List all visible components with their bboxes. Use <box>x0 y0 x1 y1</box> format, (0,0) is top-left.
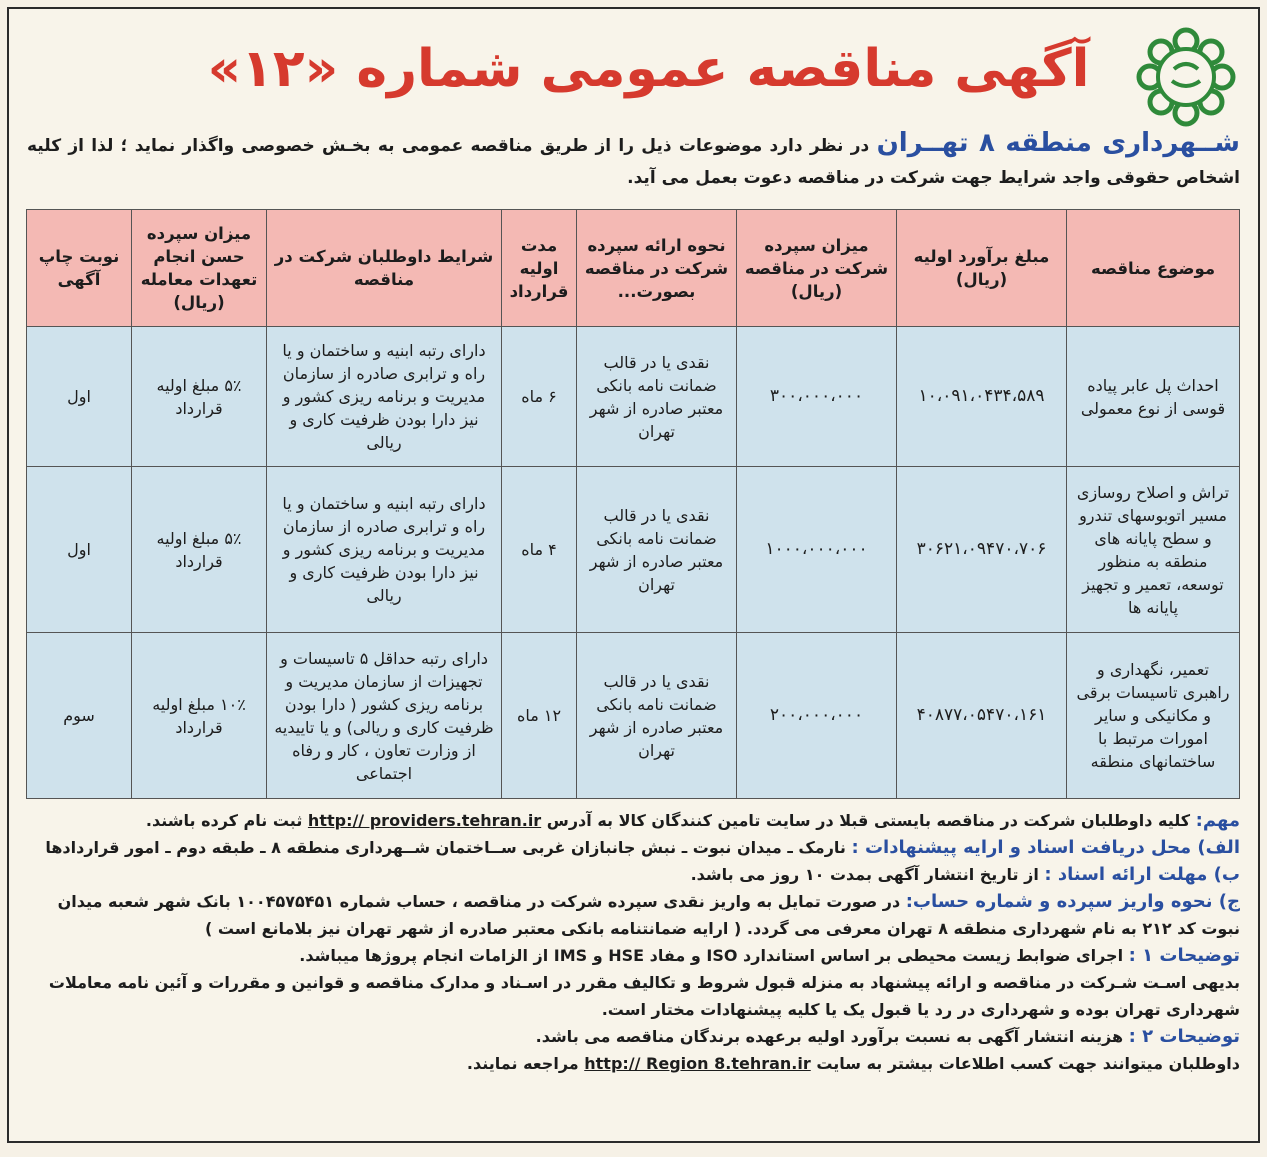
footer-line <box>27 1050 1240 1077</box>
table-header-row <box>27 210 1240 327</box>
note-b-text: از تاریخ انتشار آگهی بمدت ۱۰ روز می باشد. <box>690 865 1039 884</box>
cell-performance: ۵٪ مبلغ اولیه قرارداد <box>132 467 267 633</box>
cell-print-turn: اول <box>27 467 132 633</box>
notes-section <box>27 807 1240 1077</box>
municipality-logo-icon <box>1136 27 1236 127</box>
cell-conditions: دارای رتبه حداقل ۵ تاسیسات و تجهیزات از سازمان مدیریت و برنامه ریزی کشور ( دارا بودن ظرفیت کاری و ریالی) و یا تاییدیه از وزارت تعاون ، کار و رفاه اجتماعی <box>267 633 502 799</box>
explanation-2 <box>27 1023 1240 1050</box>
cell-performance: ۵٪ مبلغ اولیه قرارداد <box>132 327 267 467</box>
important-label: مهم: <box>1195 810 1240 831</box>
important-note <box>27 807 1240 834</box>
col-estimate-header: مبلغ برآورد اولیه (ریال) <box>897 210 1067 327</box>
footer-tail: مراجعه نمایند. <box>466 1054 579 1073</box>
cell-deposit: ۳۰۰،۰۰۰،۰۰۰ <box>737 327 897 467</box>
cell-subject: تعمیر، نگهداری و راهبری تاسیسات برقی و مکانیکی و سایر امورات مرتبط با ساختمانهای منطقه <box>1067 633 1240 799</box>
cell-estimate: ۳۰۶۲۱،۰۹۴۷۰،۷۰۶ <box>897 467 1067 633</box>
cell-subject: احداث پل عابر پیاده قوسی از نوع معمولی <box>1067 327 1240 467</box>
intro-text: در نظر دارد موضوعات ذیل را از طریق مناقصه عمومی به بخـش خصوصی واگذار نماید ؛ لذا از کلیه اشخاص حقوقی واجد شرایط جهت شرکت در مناقصه دعوت بعمل می آید. <box>27 136 1240 188</box>
cell-estimate: ۱۰،۰۹۱،۰۴۳۴،۵۸۹ <box>897 327 1067 467</box>
note-c <box>27 888 1240 942</box>
note-a-label: الف) محل دریافت اسناد و ارایه پیشنهادات : <box>851 837 1240 858</box>
col-duration-header: مدت اولیه قرارداد <box>502 210 577 327</box>
explanation-1-more: بدیهی اسـت شـرکت در مناقصه و ارائه پیشنهاد به منزله قبول شروط و تکالیف مقرر در اسـناد و مدارک مناقصه و قوانین و مقررات و آئین نامه معاملات شهرداری تهران بوده و شهرداری در رد یا قبول یک یا کلیه پیشنهادات مختار است. <box>48 973 1240 1019</box>
cell-method: نقدی یا در قالب ضمانت نامه بانکی معتبر صادره از شهر تهران <box>577 467 737 633</box>
cell-subject: تراش و اصلاح روسازی مسیر اتوبوسهای تندرو و سطح پایانه های منطقه به منظور توسعه، تعمیر و تجهیز پایانه ها <box>1067 467 1240 633</box>
tender-notice <box>7 7 1260 1143</box>
cell-method: نقدی یا در قالب ضمانت نامه بانکی معتبر صادره از شهر تهران <box>577 327 737 467</box>
cell-duration: ۴ ماه <box>502 467 577 633</box>
footer-text: داوطلبان میتوانند جهت کسب اطلاعات بیشتر به سایت <box>816 1054 1240 1073</box>
col-deposit-header: میزان سپرده شرکت در مناقصه (ریال) <box>737 210 897 327</box>
table-row <box>27 327 1240 467</box>
note-b <box>27 861 1240 888</box>
cell-duration: ۶ ماه <box>502 327 577 467</box>
tender-table <box>26 209 1240 799</box>
region-link[interactable]: http:// Region 8.tehran.ir <box>584 1054 811 1073</box>
note-c-label: ج) نحوه واریز سپرده و شماره حساب: <box>905 891 1240 912</box>
cell-deposit: ۱۰۰۰،۰۰۰،۰۰۰ <box>737 467 897 633</box>
important-tail: ثبت نام کرده باشند. <box>145 811 303 830</box>
cell-performance: ۱۰٪ مبلغ اولیه قرارداد <box>132 633 267 799</box>
col-performance-header: میزان سپرده حسن انجام تعهدات معامله (ریال) <box>132 210 267 327</box>
col-method-header: نحوه ارائه سپرده شرکت در مناقصه بصورت... <box>577 210 737 327</box>
cell-method: نقدی یا در قالب ضمانت نامه بانکی معتبر صادره از شهر تهران <box>577 633 737 799</box>
explanation-2-label: توضیحات ۲ : <box>1128 1026 1240 1047</box>
col-conditions-header: شرایط داوطلبان شرکت در مناقصه <box>267 210 502 327</box>
intro-paragraph <box>27 127 1240 194</box>
important-text: کلیه داوطلبان شرکت در مناقصه بایستی قبلا در سایت تامین کنندگان کالا به آدرس <box>546 811 1191 830</box>
explanation-1-text: اجرای ضوابط زیست محیطی بر اساس استاندارد ISO و مفاد HSE و IMS از الزامات انجام پروژها میباشد. <box>299 946 1124 965</box>
page-title: آگهی مناقصه عمومی شماره «۱۲» <box>207 39 1090 99</box>
table-row <box>27 467 1240 633</box>
organization-name: شــهرداری منطقه ۸ تهــران <box>876 128 1241 158</box>
explanation-1-label: توضیحات ۱ : <box>1128 945 1240 966</box>
table-row <box>27 633 1240 799</box>
providers-link[interactable]: http:// providers.tehran.ir <box>307 811 542 830</box>
cell-deposit: ۲۰۰،۰۰۰،۰۰۰ <box>737 633 897 799</box>
cell-conditions: دارای رتبه ابنیه و ساختمان و یا راه و ترابری صادره از سازمان مدیریت و برنامه ریزی کشور و نیز دارا بودن ظرفیت کاری و ریالی <box>267 327 502 467</box>
cell-print-turn: اول <box>27 327 132 467</box>
cell-duration: ۱۲ ماه <box>502 633 577 799</box>
note-c-text: در صورت تمایل به واریز نقدی سپرده شرکت در مناقصه ، حساب شماره ۱۰۰۴۵۷۵۴۵۱ بانک شهر شعبه میدان نبوت کد ۲۱۲ به نام شهرداری منطقه ۸ تهران معرفی می گردد. ( ارایه ضمانتنامه بانکی معتبر صادره از شهر تهران نیز بلامانع است ) <box>57 892 1240 938</box>
cell-conditions: دارای رتبه ابنیه و ساختمان و یا راه و ترابری صادره از سازمان مدیریت و برنامه ریزی کشور و نیز دارا بودن ظرفیت کاری و ریالی <box>267 467 502 633</box>
cell-print-turn: سوم <box>27 633 132 799</box>
note-a <box>27 834 1240 861</box>
explanation-2-text: هزینه انتشار آگهی به نسبت برآورد اولیه برعهده برندگان مناقصه می باشد. <box>535 1027 1124 1046</box>
col-subject-header: موضوع مناقصه <box>1067 210 1240 327</box>
cell-estimate: ۴۰۸۷۷،۰۵۴۷۰،۱۶۱ <box>897 633 1067 799</box>
col-print-turn-header: نوبت چاپ آگهی <box>27 210 132 327</box>
explanation-1 <box>27 942 1240 969</box>
note-a-text: نارمک ـ میدان نبوت ـ نبش جانبازان غربی ســاختمان شــهرداری منطقه ۸ ـ طبقه دوم ـ امور قراردادها <box>45 838 846 857</box>
note-b-label: ب) مهلت ارائه اسناد : <box>1044 864 1240 885</box>
